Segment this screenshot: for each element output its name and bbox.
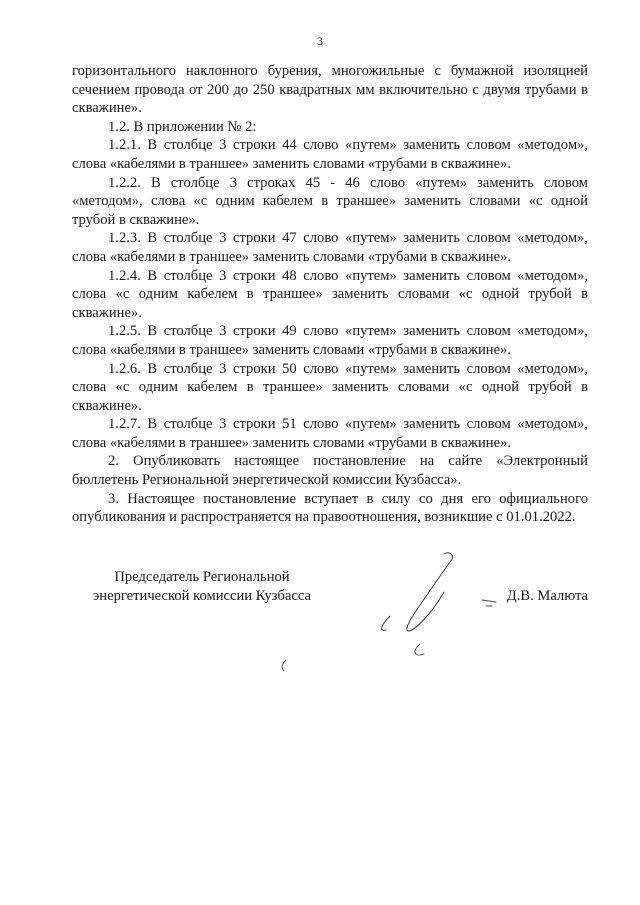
page-number: 3: [317, 34, 323, 48]
document-paragraph: 1.2.1. В столбце 3 строки 44 слово «путем» заменить словом «методом», слова «кабелями в траншее» заменить словами «трубами в скважине».: [72, 137, 588, 172]
document-paragraph: 1.2.4. В столбце 3 строки 48 слово «путем» заменить словом «методом», слова «с одним кабелем в траншее» заменить словами «с одной трубой в скважине».: [72, 267, 588, 321]
document-paragraph: 1.2.6. В столбце 3 строки 50 слово «путем» заменить словом «методом», слова «с одним кабелем в траншее» заменить словами «с одной трубой в скважине».: [72, 360, 588, 414]
document-paragraph: 1.2.3. В столбце 3 строки 47 слово «путем» заменить словом «методом», слова «кабелями в траншее» заменить словами «трубами в скважине».: [72, 230, 588, 265]
signatory-name: Д.В. Малюта: [506, 588, 588, 604]
document-paragraph: 1.2. В приложении № 2:: [108, 118, 257, 135]
document-body: [72, 62, 588, 527]
signatory-position-line-2: энергетической комиссии Кузбасса: [93, 588, 311, 604]
document-paragraph: 1.2.5. В столбце 3 строки 49 слово «путем» заменить словом «методом», слова «кабелями в траншее» заменить словами «трубами в скважине».: [72, 323, 588, 358]
document-paragraph: 2. Опубликовать настоящее постановление на сайте «Электронный бюллетень Региональной энергетической комиссии Кузбасса».: [72, 453, 588, 489]
document-paragraph: 1.2.2. В столбце 3 строках 45 - 46 слово «путем» заменить словом «методом», слова «с одним кабелем в траншее» заменить словами «с одной трубой в скважине».: [72, 174, 588, 228]
document-paragraph: 3. Настоящее постановление вступает в силу со дня его официального опубликования и распространяется на правоотношения, возникшие с 01.01.2022.: [72, 490, 588, 526]
signature-block: [72, 568, 588, 698]
document-paragraph: горизонтального наклонного бурения, многожильные с бумажной изоляцией сечением провода от 200 до 250 квадратных мм включительно с двумя трубами в скважине».: [72, 63, 588, 117]
ink-mark: [278, 658, 290, 674]
signatory-position-line-1: Председатель Региональной: [114, 569, 290, 585]
document-paragraph: 1.2.7. В столбце 3 строки 51 слово «путем» заменить словом «методом», слова «кабелями в траншее» заменить словами «трубами в скважине».: [72, 416, 588, 451]
handwritten-signature: [332, 546, 532, 676]
signatory-position: [72, 568, 332, 606]
